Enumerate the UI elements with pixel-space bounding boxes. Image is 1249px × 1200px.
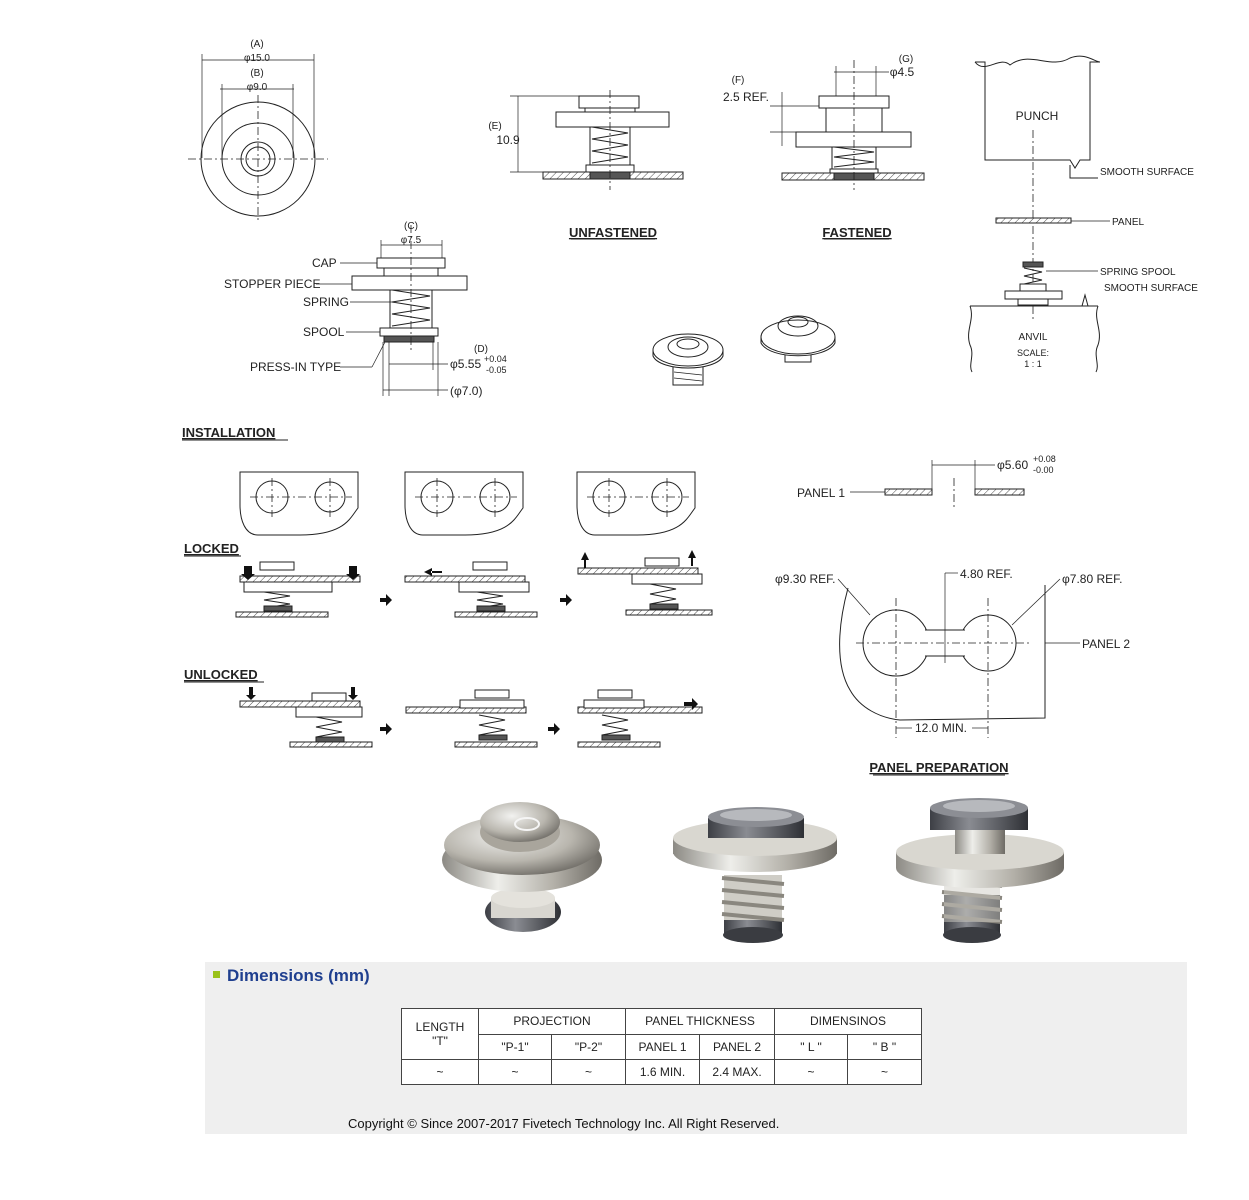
header-length-sub: "T" bbox=[432, 1034, 448, 1048]
subheader-b: " B " bbox=[848, 1034, 922, 1060]
step-arrow bbox=[560, 594, 572, 606]
unfastened-title: UNFASTENED bbox=[568, 225, 658, 240]
locked-step-2 bbox=[405, 562, 537, 617]
table-header-row bbox=[402, 1009, 922, 1035]
product-render-2 bbox=[673, 807, 837, 943]
dimensions-table bbox=[401, 1008, 922, 1085]
dim-d-tol-plus: +0.04 bbox=[484, 354, 507, 364]
label-spring: SPRING bbox=[303, 295, 350, 309]
slot-width: 4.80 REF. bbox=[960, 567, 1013, 581]
locked-step-3 bbox=[578, 550, 712, 615]
hole-small: φ7.80 REF. bbox=[1062, 572, 1123, 586]
subheader-p2: "P-2" bbox=[552, 1034, 626, 1060]
label-cap: CAP bbox=[312, 256, 337, 270]
unfastened-view bbox=[488, 90, 683, 240]
dimensions-title: Dimensions (mm) bbox=[227, 966, 370, 985]
cell-panel1: 1.6 MIN. bbox=[626, 1060, 700, 1085]
dim-a-label: (A) bbox=[250, 39, 264, 50]
dim-c-value: φ7.5 bbox=[400, 235, 422, 246]
center-dist: 12.0 MIN. bbox=[915, 721, 968, 735]
installation-title: INSTALLATION bbox=[182, 425, 276, 440]
copyright-text: Copyright © Since 2007-2017 Fivetech Technology Inc. All Right Reserved. bbox=[348, 1116, 780, 1131]
panel1-tol-minus: -0.00 bbox=[1033, 465, 1054, 475]
subheader-panel2: PANEL 2 bbox=[700, 1034, 775, 1060]
header-projection: PROJECTION bbox=[479, 1009, 626, 1035]
panel-outline-3 bbox=[577, 472, 695, 535]
installation-section bbox=[182, 425, 712, 747]
cell-p1: ~ bbox=[479, 1060, 552, 1085]
cell-b: ~ bbox=[848, 1060, 922, 1085]
bullet-icon bbox=[213, 971, 220, 978]
dim-b-value: φ9.0 bbox=[246, 82, 268, 93]
header-length-label: LENGTH bbox=[415, 1020, 465, 1034]
subheader-p1: "P-1" bbox=[479, 1034, 552, 1060]
dim-d-value: φ5.55 bbox=[450, 357, 482, 371]
unlocked-step-2 bbox=[406, 690, 537, 747]
scale-label: SCALE: bbox=[1016, 348, 1050, 358]
dim-g-label: (G) bbox=[898, 54, 914, 65]
product-render-3 bbox=[896, 798, 1064, 943]
header-length bbox=[402, 1009, 479, 1060]
scale-value: 1 : 1 bbox=[1024, 359, 1042, 369]
label-press-in-type: PRESS-IN TYPE bbox=[250, 360, 342, 374]
panel1-dim: φ5.60 bbox=[997, 458, 1029, 472]
dim-e-label: (E) bbox=[488, 121, 502, 132]
dim-b-label: (B) bbox=[250, 68, 264, 79]
punch-label: PUNCH bbox=[1015, 109, 1059, 123]
punch-diagram bbox=[969, 56, 1199, 372]
header-panel-thickness: PANEL THICKNESS bbox=[626, 1009, 775, 1035]
unlocked-title: UNLOCKED bbox=[184, 667, 258, 682]
dim-f-label: (F) bbox=[731, 75, 745, 86]
step-arrow bbox=[380, 723, 392, 735]
fastened-title: FASTENED bbox=[822, 225, 892, 240]
locked-title: LOCKED bbox=[184, 541, 239, 556]
step-arrow bbox=[380, 594, 392, 606]
label-spool: SPOOL bbox=[303, 325, 345, 339]
unlocked-step-1 bbox=[240, 687, 372, 747]
subheader-panel1: PANEL 1 bbox=[626, 1034, 700, 1060]
label-stopper-piece: STOPPER PIECE bbox=[224, 277, 321, 291]
spring-spool-label: SPRING SPOOL bbox=[1100, 267, 1176, 278]
isometric-line-art bbox=[653, 316, 835, 385]
dim-c-label: (C) bbox=[404, 221, 418, 232]
panel-outline-1 bbox=[240, 472, 358, 535]
dim-e-value: 10.9 bbox=[496, 133, 520, 147]
top-view bbox=[188, 39, 328, 222]
dim-g-value: φ4.5 bbox=[889, 65, 915, 79]
side-view bbox=[224, 221, 507, 398]
cell-p2: ~ bbox=[552, 1060, 626, 1085]
fastened-view bbox=[723, 54, 924, 240]
dim-d-label: (D) bbox=[474, 344, 488, 355]
panel2-label: PANEL 2 bbox=[1082, 637, 1131, 651]
smooth-surface-label: SMOOTH SURFACE bbox=[1100, 167, 1194, 178]
locked-step-1 bbox=[236, 562, 360, 617]
subheader-l: " L " bbox=[775, 1034, 848, 1060]
anvil-label: ANVIL bbox=[1018, 332, 1048, 343]
table-subheader-row bbox=[402, 1034, 922, 1060]
dim-f-value: 2.5 REF. bbox=[722, 90, 770, 104]
unlocked-step-3 bbox=[578, 690, 702, 747]
panel1-label: PANEL 1 bbox=[797, 486, 846, 500]
panel-preparation bbox=[775, 454, 1130, 775]
smooth-surface-2-label: SMOOTH SURFACE bbox=[1104, 283, 1198, 294]
panel-outline-2 bbox=[405, 472, 523, 535]
dim-d-outer: (φ7.0) bbox=[450, 384, 483, 398]
panel-label: PANEL bbox=[1112, 217, 1145, 228]
step-arrow bbox=[548, 723, 560, 735]
table-row bbox=[402, 1060, 922, 1085]
header-dimensions: DIMENSINOS bbox=[775, 1009, 922, 1035]
cell-length: ~ bbox=[402, 1060, 479, 1085]
cell-panel2: 2.4 MAX. bbox=[700, 1060, 775, 1085]
dim-d-tol-minus: -0.05 bbox=[486, 365, 507, 375]
product-render-1 bbox=[442, 802, 602, 932]
cell-l: ~ bbox=[775, 1060, 848, 1085]
panel1-tol-plus: +0.08 bbox=[1033, 454, 1056, 464]
hole-large: φ9.30 REF. bbox=[775, 572, 836, 586]
dimensions-panel bbox=[205, 962, 1187, 1134]
dim-a-value: φ15.0 bbox=[244, 53, 270, 64]
panel-preparation-title: PANEL PREPARATION bbox=[869, 760, 1009, 775]
